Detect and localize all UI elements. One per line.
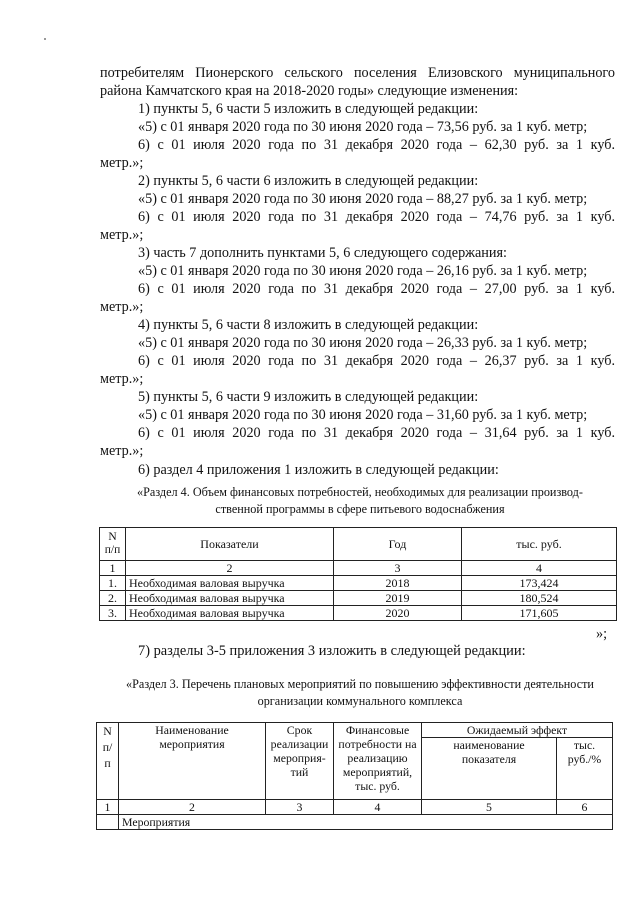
text-line: метр.»;: [100, 155, 144, 171]
table-caption: «Раздел 3. Перечень плановых мероприятий по повышению эффективности деятельности: [126, 677, 594, 691]
text-line: 6) с 01 июля 2020 года по 31 декабря 2020 года – 26,37 руб. за 1 куб.: [138, 353, 615, 369]
text-line: 3) часть 7 дополнить пунктами 5, 6 следующего содержания:: [138, 245, 507, 261]
table-caption: «Раздел 4. Объем финансовых потребностей, необходимых для реализации производ-: [137, 485, 583, 499]
column-number-cell: 3: [334, 561, 462, 576]
text-line: «5) с 01 января 2020 года по 30 июня 2020 года – 88,27 руб. за 1 куб. метр;: [138, 191, 588, 207]
amount-cell: 173,424: [462, 576, 617, 591]
table-caption: ственной программы в сфере питьевого водоснабжения: [215, 502, 505, 516]
header-cell: Финансовые потребности на реализацию мероприятий, тыс. руб.: [334, 723, 422, 800]
column-number-cell: 3: [266, 800, 334, 815]
amount-cell: 171,605: [462, 606, 617, 621]
table-row: [100, 591, 617, 606]
text-line: метр.»;: [100, 299, 144, 315]
header-cell: Наименование мероприятия: [119, 723, 266, 800]
header-cell: Ожидаемый эффект: [422, 723, 613, 738]
table-row: [100, 576, 617, 591]
column-number-cell: 5: [422, 800, 557, 815]
column-number-cell: 4: [334, 800, 422, 815]
year-cell: 2019: [334, 591, 462, 606]
text-line: метр.»;: [100, 443, 144, 459]
empty-cell: [97, 815, 119, 830]
header-cell: N п/ п: [97, 723, 119, 800]
text-line: района Камчатского края на 2018-2020 годы» следующие изменения:: [100, 83, 519, 99]
year-cell: 2018: [334, 576, 462, 591]
text-line: 6) с 01 июля 2020 года по 31 декабря 2020 года – 74,76 руб. за 1 куб.: [138, 209, 615, 225]
measures-label-cell: Мероприятия: [119, 815, 613, 830]
row-number-cell: 2.: [100, 591, 126, 606]
text-line: метр.»;: [100, 371, 144, 387]
indicator-cell: Необходимая валовая выручка: [126, 591, 334, 606]
table-row: [97, 815, 613, 830]
column-number-cell: 1: [100, 561, 126, 576]
header-cell: тыс. руб.: [462, 528, 617, 561]
text-line: 1) пункты 5, 6 части 5 изложить в следующей редакции:: [138, 101, 479, 117]
indicator-cell: Необходимая валовая выручка: [126, 576, 334, 591]
header-cell: Срок реализации мероприя- тий: [266, 723, 334, 800]
row-number-cell: 1.: [100, 576, 126, 591]
column-number-cell: 2: [126, 561, 334, 576]
row-number-cell: 3.: [100, 606, 126, 621]
text-line: метр.»;: [100, 227, 144, 243]
column-number-cell: 2: [119, 800, 266, 815]
column-number-cell: 6: [557, 800, 613, 815]
closing-quote: »;: [596, 626, 608, 642]
amount-cell: 180,524: [462, 591, 617, 606]
text-line: 4) пункты 5, 6 части 8 изложить в следующей редакции:: [138, 317, 479, 333]
text-line: 6) с 01 июля 2020 года по 31 декабря 2020 года – 27,00 руб. за 1 куб.: [138, 281, 615, 297]
text-line: 7) разделы 3-5 приложения 3 изложить в следующей редакции:: [138, 643, 526, 659]
measures-table: [96, 722, 613, 830]
text-line: 6) раздел 4 приложения 1 изложить в следующей редакции:: [138, 462, 499, 478]
text-line: 2) пункты 5, 6 части 6 изложить в следующей редакции:: [138, 173, 479, 189]
column-number-cell: 4: [462, 561, 617, 576]
header-cell: Показатели: [126, 528, 334, 561]
text-line: «5) с 01 января 2020 года по 30 июня 2020 года – 26,33 руб. за 1 куб. метр;: [138, 335, 588, 351]
header-cell: Год: [334, 528, 462, 561]
header-cell: тыс. руб./%: [557, 738, 613, 800]
year-cell: 2020: [334, 606, 462, 621]
text-line: 6) с 01 июля 2020 года по 31 декабря 2020 года – 31,64 руб. за 1 куб.: [138, 425, 615, 441]
scan-dot: [44, 38, 46, 40]
header-cell: наименование показателя: [422, 738, 557, 800]
indicator-cell: Необходимая валовая выручка: [126, 606, 334, 621]
text-line: «5) с 01 января 2020 года по 30 июня 2020 года – 31,60 руб. за 1 куб. метр;: [138, 407, 588, 423]
text-line: 6) с 01 июля 2020 года по 31 декабря 2020 года – 62,30 руб. за 1 куб.: [138, 137, 615, 153]
text-line: 5) пункты 5, 6 части 9 изложить в следующей редакции:: [138, 389, 479, 405]
table-row: [100, 606, 617, 621]
text-line: «5) с 01 января 2020 года по 30 июня 2020 года – 26,16 руб. за 1 куб. метр;: [138, 263, 588, 279]
table-caption: организации коммунального комплекса: [257, 694, 463, 708]
column-number-cell: 1: [97, 800, 119, 815]
header-cell: N п/п: [100, 528, 126, 561]
financial-needs-table: [99, 527, 617, 621]
text-line: «5) с 01 января 2020 года по 30 июня 2020 года – 73,56 руб. за 1 куб. метр;: [138, 119, 588, 135]
text-line: потребителям Пионерского сельского поселения Елизовского муниципального: [100, 65, 615, 81]
